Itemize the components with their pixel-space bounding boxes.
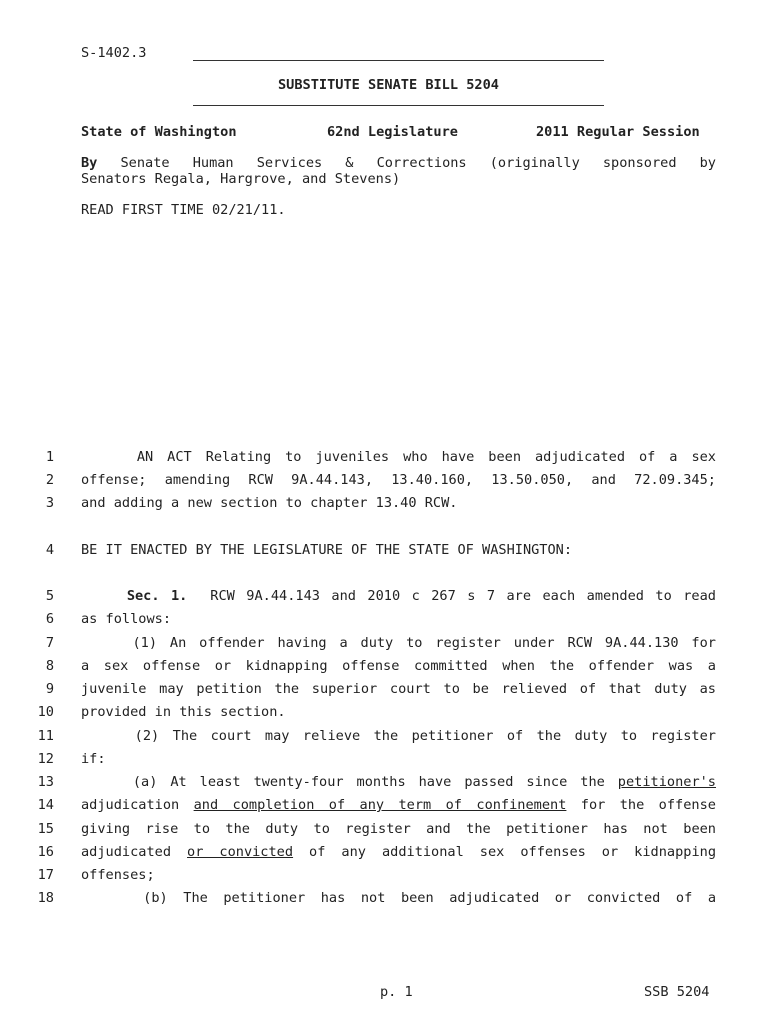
bill-code: S-1402.3 (81, 45, 147, 61)
line-number: 10 (37, 704, 54, 720)
bill-text-line (81, 867, 716, 884)
bill-text-line (81, 472, 716, 489)
line-text: juvenile may petition the superior court to be relieved of that duty as (81, 681, 716, 697)
line-number: 3 (45, 495, 54, 511)
header-rule-top (193, 60, 604, 61)
line-number: 18 (37, 890, 54, 906)
read-first-time: READ FIRST TIME 02/21/11. (81, 202, 286, 218)
bill-title: SUBSTITUTE SENATE BILL 5204 (278, 77, 499, 93)
bill-text-line (81, 704, 716, 721)
page-number: p. 1 (380, 984, 413, 1000)
line-number: 17 (37, 867, 54, 883)
legislature-label: 62nd Legislature (327, 124, 458, 140)
session-label: 2011 Regular Session (536, 124, 700, 140)
line-text: provided in this section. (81, 704, 286, 720)
line-text: offenses; (81, 867, 155, 883)
bill-text-line (81, 495, 716, 512)
bill-text-line (81, 844, 716, 861)
bill-text-line (81, 681, 716, 698)
amended-text: and completion of any term of confinement (193, 797, 567, 813)
amended-text: petitioner's (617, 774, 716, 790)
line-text: adjudication (81, 797, 194, 813)
line-text: as follows: (81, 611, 172, 627)
line-text: (a) At least twenty-four months have passed since the (81, 774, 618, 790)
line-text: a sex offense or kidnapping offense committed when the offender was a (81, 658, 716, 674)
line-text: adjudicated (81, 844, 188, 860)
bill-text-line (81, 635, 716, 652)
line-number: 11 (37, 728, 54, 744)
line-text: offense; amending RCW 9A.44.143, 13.40.160, 13.50.050, and 72.09.345; (81, 472, 716, 488)
bill-text-line (81, 728, 716, 745)
bill-text-line (81, 658, 716, 675)
line-number: 15 (37, 821, 54, 837)
bill-text-line (81, 797, 716, 814)
line-text: if: (81, 751, 106, 767)
line-number: 2 (45, 472, 54, 488)
line-number: 9 (45, 681, 54, 697)
sponsor-line-1 (81, 155, 716, 172)
line-number: 8 (45, 658, 54, 674)
bill-text-line (81, 542, 716, 559)
line-number: 1 (45, 449, 54, 465)
amended-text: or convicted (187, 844, 294, 860)
line-text: BE IT ENACTED BY THE LEGISLATURE OF THE STATE OF WASHINGTON: (81, 542, 573, 558)
line-text: and adding a new section to chapter 13.40 RCW. (81, 495, 458, 511)
line-number: 4 (45, 542, 54, 558)
line-text: (b) The petitioner has not been adjudicated or convicted of a (81, 890, 716, 906)
line-number: 13 (37, 774, 54, 790)
bill-text-line (81, 449, 716, 466)
line-text: of any additional sex offenses or kidnapping (293, 844, 716, 860)
line-number: 16 (37, 844, 54, 860)
line-number: 6 (45, 611, 54, 627)
line-text: giving rise to the duty to register and the petitioner has not been (81, 821, 716, 837)
bill-text-line (81, 890, 716, 907)
sponsor-text-1: Senate Human Services & Corrections (originally sponsored by (120, 155, 716, 171)
section-label: Sec. 1. (126, 588, 188, 604)
sponsor-line-2: Senators Regala, Hargrove, and Stevens) (81, 171, 401, 187)
line-number: 5 (45, 588, 54, 604)
bill-text-line (81, 821, 716, 838)
footer-bill-code: SSB 5204 (644, 984, 710, 1000)
by-label: By (81, 155, 98, 171)
header-rule-bottom (193, 105, 604, 106)
line-number: 7 (45, 635, 54, 651)
line-text (81, 588, 127, 604)
line-text: (2) The court may relieve the petitioner of the duty to register (81, 728, 716, 744)
bill-text-line (81, 611, 716, 628)
line-text: for the offense (566, 797, 716, 813)
line-text: RCW 9A.44.143 and 2010 c 267 s 7 are each amended to read (187, 588, 716, 604)
line-text: (1) An offender having a duty to register under RCW 9A.44.130 for (81, 635, 716, 651)
state-label: State of Washington (81, 124, 237, 140)
line-number: 14 (37, 797, 54, 813)
bill-text-line (81, 751, 716, 768)
bill-text-line (81, 774, 716, 791)
line-number: 12 (37, 751, 54, 767)
line-text: AN ACT Relating to juveniles who have been adjudicated of a sex (81, 449, 716, 465)
bill-text-line (81, 588, 716, 605)
